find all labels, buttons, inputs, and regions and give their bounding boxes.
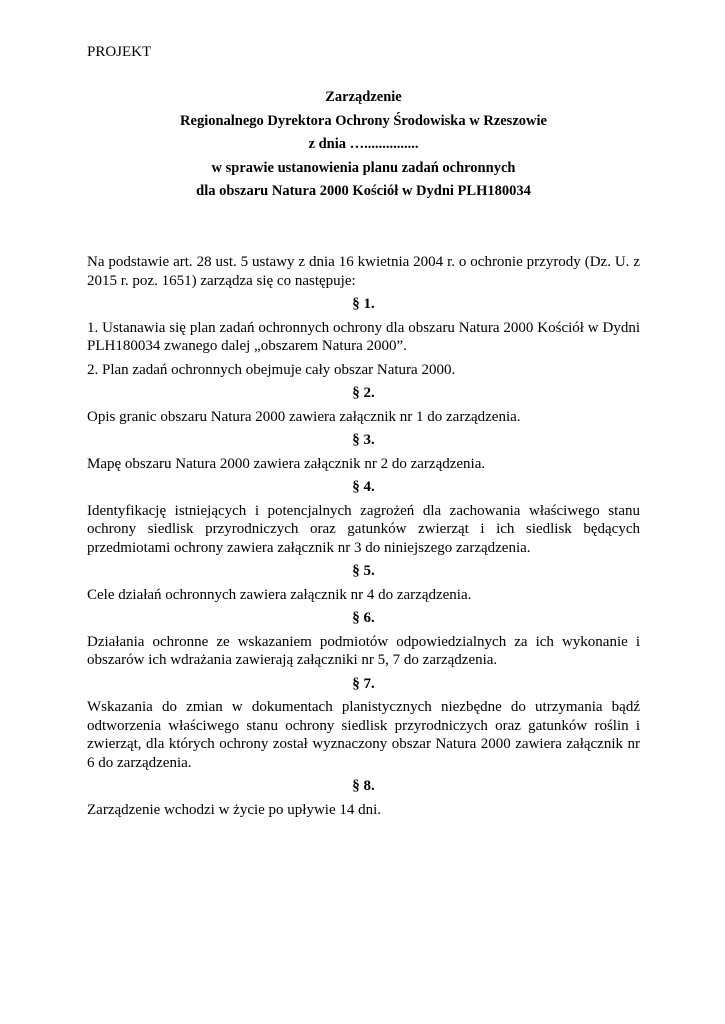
title-line-4: w sprawie ustanowienia planu zadań ochronnych (211, 159, 516, 176)
section-1-paragraph-2: 2. Plan zadań ochronnych obejmuje cały obszar Natura 2000. (87, 361, 456, 378)
section-6-paragraph: Działania ochronne ze wskazaniem podmiotów odpowiedzialnych za ich wykonanie i obszarów ich wdrażania zawierają załączniki nr 5, 7 do zarządzenia. (87, 633, 640, 668)
section-6-heading: § 6. (352, 610, 375, 626)
section-3-paragraph: Mapę obszaru Natura 2000 zawiera załącznik nr 2 do zarządzenia. (87, 455, 486, 472)
document-body (87, 253, 640, 824)
title-line-3: z dnia …............... (308, 136, 419, 152)
preamble: Na podstawie art. 28 ust. 5 ustawy z dnia 16 kwietnia 2004 r. o ochronie przyrody (Dz. U. z 2015 r. poz. 1651) zarządza się co następuje: (87, 254, 640, 289)
section-3-heading: § 3. (352, 432, 375, 448)
section-8-paragraph: Zarządzenie wchodzi w życie po upływie 14 dni. (87, 801, 382, 818)
section-4-paragraph: Identyfikację istniejących i potencjalnych zagrożeń dla zachowania właściwego stanu ochrony siedlisk przyrodniczych oraz gatunków zwierząt i ich siedlisk będących przedmiotami ochrony zawiera załącznik nr 3 do niniejszego zarządzenia. (87, 502, 640, 556)
section-5-paragraph: Cele działań ochronnych zawiera załącznik nr 4 do zarządzenia. (87, 586, 472, 603)
section-2-heading: § 2. (352, 385, 375, 401)
section-8-heading: § 8. (352, 778, 375, 794)
title-line-1: Zarządzenie (325, 89, 402, 105)
projekt-label: PROJEKT (87, 44, 152, 60)
document-title (87, 86, 640, 204)
section-1-heading: § 1. (352, 296, 375, 312)
title-line-2: Regionalnego Dyrektora Ochrony Środowiska w Rzeszowie (180, 112, 547, 129)
title-line-5: dla obszaru Natura 2000 Kościół w Dydni PLH180034 (196, 183, 531, 199)
section-4-heading: § 4. (352, 479, 375, 495)
section-7-paragraph: Wskazania do zmian w dokumentach planistycznych niezbędne do utrzymania bądź odtworzenia właściwego stanu ochrony siedlisk przyrodniczych oraz gatunków roślin i zwierząt, dla których ochrony został wyznaczony obszar Natura 2000 zawiera załącznik nr 6 do zarządzenia. (87, 699, 640, 771)
section-2-paragraph: Opis granic obszaru Natura 2000 zawiera załącznik nr 1 do zarządzenia. (87, 408, 521, 425)
section-7-heading: § 7. (352, 675, 375, 692)
section-5-heading: § 5. (352, 563, 375, 579)
section-1-paragraph-1: 1. Ustanawia się plan zadań ochronnych ochrony dla obszaru Natura 2000 Kościół w Dydni PLH180034 zwanego dalej „obszarem Natura 2000”. (87, 319, 640, 354)
